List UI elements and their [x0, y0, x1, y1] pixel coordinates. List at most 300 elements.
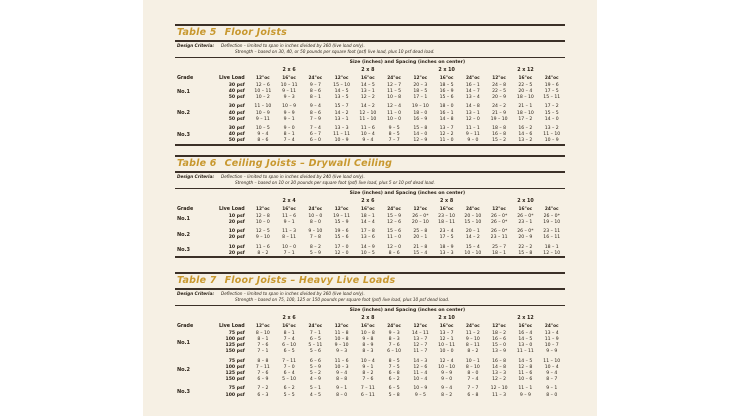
span-value: 12 – 7: [387, 82, 402, 88]
span-value: 14 – 0: [413, 132, 428, 138]
span-value: 8 – 6: [257, 138, 269, 144]
span-value: 19 – 11: [333, 213, 351, 219]
span-value: 10 – 8: [360, 330, 375, 336]
span-value: 9 – 4: [546, 371, 558, 376]
span-value: 6 – 2: [283, 386, 295, 392]
table-row: [175, 386, 565, 392]
span-value: 10 – 11: [280, 82, 298, 88]
criteria-deflection: Deflection – limited to span in inches divided by 240 (live load only).: [221, 174, 365, 180]
span-value: 14 – 8: [492, 364, 507, 370]
span-value: 9 – 1: [362, 364, 374, 370]
span-value: 10 – 9: [334, 138, 349, 144]
header-row-groups: [175, 197, 565, 205]
span-value: 8 – 3: [362, 349, 374, 355]
span-value: 7 – 1: [257, 349, 269, 355]
header-row-size: [175, 306, 565, 314]
span-value: 9 – 9: [546, 349, 558, 355]
span-value: 11 – 9: [544, 337, 559, 343]
span-value: 9 – 1: [336, 386, 348, 392]
span-value: 13 – 4: [465, 95, 480, 101]
span-value: 8 – 2: [257, 250, 269, 256]
oc-header: 16"oc: [282, 323, 296, 329]
rule: [175, 256, 565, 258]
span-value: 9 – 11: [465, 132, 480, 138]
span-value: 20 – 10: [464, 213, 482, 219]
span-value: 14 – 7: [465, 89, 480, 95]
span-value: 22 – 2: [518, 244, 533, 250]
span-value: 13 – 3: [492, 371, 507, 376]
live-load-value: 150 psf: [225, 377, 245, 383]
span-value: 17 – 5: [439, 235, 454, 241]
span-value: 8 – 6: [309, 110, 321, 116]
live-load-value: 50 psf: [228, 116, 245, 122]
span-value: 9 – 1: [283, 116, 295, 122]
span-value: 10 – 11: [254, 89, 272, 95]
criteria-text: [221, 43, 435, 55]
criteria-label: Design Criteria:: [177, 43, 215, 49]
span-value: 16 – 1: [465, 82, 480, 88]
span-value: 4 – 5: [309, 392, 321, 398]
span-value: 8 – 0: [309, 220, 321, 226]
span-value: 11 – 6: [518, 371, 533, 376]
span-value: 20 – 10: [411, 220, 429, 226]
span-value: 10 – 0: [255, 220, 270, 226]
span-value: 18 – 2: [492, 330, 507, 336]
span-value: 14 – 8: [465, 104, 480, 110]
span-value: 15 – 7: [334, 104, 349, 110]
span-value: 9 – 4: [441, 386, 453, 392]
oc-header: 12"oc: [256, 75, 270, 81]
span-value: 13 – 2: [518, 138, 533, 144]
span-value: 7 – 1: [283, 250, 295, 256]
span-value: 18 – 8: [492, 126, 507, 131]
table-title-7: [175, 274, 565, 289]
span-value: 12 – 2: [360, 95, 375, 101]
span-value: 8 – 2: [309, 244, 321, 250]
oc-header: 16"oc: [439, 206, 454, 212]
span-value: 8 – 1: [283, 132, 295, 138]
oc-header: 16"oc: [518, 323, 533, 329]
span-value: 16 – 6: [492, 337, 507, 343]
grade-label: No.2: [177, 110, 190, 117]
table-row: [175, 219, 565, 225]
oc-header: 16"oc: [439, 323, 454, 329]
span-value: 12 – 10: [359, 110, 377, 116]
span-value: 26 – 0*: [490, 220, 508, 226]
oc-header: 24"oc: [466, 323, 480, 329]
grade-label: No.3: [177, 131, 190, 138]
span-value: 10 – 9: [544, 138, 559, 144]
span-value: 11 – 5: [387, 89, 402, 95]
span-value: 7 – 5: [388, 364, 400, 370]
span-value: 6 – 5: [283, 349, 295, 355]
table-block-6: [175, 155, 565, 258]
span-value: 8 – 3: [388, 337, 400, 343]
span-value: 11 – 1: [465, 126, 480, 131]
span-value: 7 – 1: [309, 330, 321, 336]
oc-header: 24"oc: [387, 323, 401, 329]
span-value: 21 – 9: [492, 110, 507, 116]
span-value: 7 – 8: [309, 235, 321, 241]
grade-header: Grade: [177, 206, 194, 212]
header-row-groups: [175, 314, 565, 322]
span-value: 9 – 7: [309, 82, 321, 88]
span-value: 6 – 10: [387, 349, 402, 355]
span-value: 16 – 9: [413, 116, 428, 122]
span-value: 5 – 8: [388, 392, 400, 398]
span-value: 10 – 9: [282, 104, 297, 110]
span-value: 12 – 9: [413, 138, 428, 144]
span-value: 9 – 10: [255, 235, 270, 241]
span-value: 10 – 9: [413, 386, 428, 392]
span-value: 9 – 4: [309, 104, 321, 110]
oc-header: 24"oc: [308, 323, 323, 329]
span-value: 9 – 0: [467, 138, 479, 144]
span-value: 15 – 6: [439, 95, 454, 101]
criteria-strength: Strength – based on 30, 40, or 50 pounds per square foot (psf) live load, plus 10 psf dead load.: [235, 49, 435, 55]
live-load-value: 50 psf: [228, 138, 245, 144]
span-value: 7 – 9: [309, 116, 321, 122]
span-value: 10 – 11: [438, 343, 456, 349]
span-value: 12 – 5: [255, 229, 270, 235]
criteria-text: [221, 174, 435, 186]
span-value: 19 – 6: [544, 82, 559, 88]
span-value: 7 – 11: [360, 386, 375, 392]
span-value: 19 – 10: [543, 220, 561, 226]
header-row-oc: [175, 322, 565, 330]
span-table-7: [175, 306, 565, 398]
span-value: 13 – 1: [334, 116, 349, 122]
oc-header: 12"oc: [413, 323, 428, 329]
size-group-header: 2 x 8: [361, 67, 375, 73]
size-group-header: 2 x 12: [517, 315, 534, 321]
span-value: 11 – 2: [465, 330, 480, 336]
table-row: [175, 213, 565, 219]
span-value: 5 – 6: [309, 349, 321, 355]
span-value: 14 – 8: [439, 116, 454, 122]
span-value: 19 – 10: [411, 104, 429, 110]
span-value: 12 – 0: [387, 244, 402, 250]
span-value: 6 – 5: [309, 337, 321, 343]
oc-header: 16"oc: [361, 75, 375, 81]
header-row-groups: [175, 66, 565, 74]
span-value: 19 – 6: [334, 229, 349, 235]
span-value: 12 – 2: [439, 132, 454, 138]
span-value: 11 – 10: [543, 132, 561, 138]
span-value: 12 – 0: [334, 250, 349, 256]
span-value: 18 – 10: [516, 95, 534, 101]
span-value: 12 – 0: [465, 116, 480, 122]
table-number: Table 6: [177, 158, 217, 170]
criteria-strength: Strength – based on 75, 100, 125 or 150 pounds per square foot (psf) live load, plus 10 psf dead load.: [235, 297, 450, 303]
span-value: 9 – 11: [282, 89, 297, 95]
grade-label: No.1: [177, 88, 190, 95]
oc-header: 12"oc: [413, 75, 428, 81]
oc-header: 12"oc: [492, 206, 506, 212]
span-value: 8 – 6: [388, 250, 400, 256]
span-value: 14 – 5: [518, 358, 533, 364]
span-value: 7 – 11: [255, 364, 270, 370]
span-value: 10 – 0: [308, 213, 323, 219]
span-value: 12 – 8: [518, 364, 533, 370]
oc-header: 12"oc: [334, 206, 349, 212]
span-value: 10 – 5: [255, 126, 270, 131]
span-value: 16 – 4: [518, 330, 533, 336]
oc-header: 24"oc: [308, 75, 323, 81]
span-value: 5 – 10: [282, 377, 297, 383]
span-value: 22 – 5: [492, 89, 507, 95]
span-value: 8 – 11: [282, 235, 297, 241]
span-value: 15 – 10: [333, 82, 351, 88]
span-value: 12 – 6: [413, 364, 428, 370]
size-group-header: 2 x 10: [438, 315, 455, 321]
span-value: 4 – 9: [309, 377, 321, 383]
span-value: 20 – 9: [518, 235, 533, 241]
span-value: 12 – 10: [543, 250, 561, 256]
span-value: 9 – 5: [414, 392, 426, 398]
span-value: 8 – 8: [336, 377, 348, 383]
span-value: 9 – 10: [334, 343, 349, 349]
table-block-5: [175, 24, 565, 146]
oc-header: 16"oc: [361, 323, 375, 329]
oc-header: 12"oc: [492, 75, 506, 81]
span-value: 11 – 0: [387, 235, 402, 241]
rule: [175, 144, 565, 146]
span-value: 6 – 4: [283, 371, 295, 376]
design-criteria-7: [175, 290, 565, 305]
span-value: 12 – 1: [439, 337, 454, 343]
grade-header: Grade: [177, 323, 194, 329]
span-value: 18 – 11: [438, 220, 456, 226]
span-value: 10 – 2: [255, 95, 270, 101]
size-group-header: 2 x 10: [517, 198, 534, 204]
table-number: Table 7: [177, 275, 217, 287]
span-value: 6 – 8: [388, 371, 400, 376]
live-load-value: 75 psf: [228, 386, 245, 392]
span-value: 12 – 4: [439, 358, 454, 364]
span-value: 8 – 2: [362, 371, 374, 376]
table-name: Ceiling Joists – Drywall Ceiling: [224, 158, 393, 170]
span-value: 10 – 0: [282, 244, 297, 250]
span-value: 14 – 2: [465, 235, 480, 241]
span-value: 8 – 2: [441, 392, 453, 398]
span-value: 8 – 6: [309, 89, 321, 95]
span-value: 7 – 4: [283, 138, 295, 144]
criteria-label: Design Criteria:: [177, 174, 215, 180]
span-value: 23 – 11: [543, 229, 561, 235]
span-value: 18 – 1: [492, 250, 507, 256]
span-value: 16 – 11: [543, 235, 561, 241]
span-value: 15 – 8: [518, 250, 533, 256]
span-value: 8 – 5: [388, 132, 400, 138]
span-value: 18 – 0: [413, 110, 428, 116]
grade-header: Grade: [177, 75, 194, 81]
size-group-header: 2 x 8: [440, 198, 454, 204]
span-value: 26 – 0*: [543, 213, 560, 219]
span-value: 16 – 2: [518, 126, 533, 131]
oc-header: 16"oc: [439, 75, 454, 81]
live-load-value: 20 psf: [228, 235, 245, 241]
span-value: 14 – 6: [518, 132, 533, 138]
span-value: 8 – 10: [465, 364, 480, 370]
span-value: 15 – 9: [387, 213, 402, 219]
span-value: 14 – 5: [334, 89, 349, 95]
oc-header: 16"oc: [518, 206, 533, 212]
span-value: 6 – 0: [309, 138, 321, 144]
span-value: 26 – 0*: [517, 229, 534, 235]
span-value: 13 – 3: [334, 126, 349, 131]
live-load-value: 30 psf: [228, 126, 245, 131]
span-value: 8 – 0: [467, 371, 479, 376]
table-body-5: [175, 82, 565, 144]
oc-header: 12"oc: [256, 206, 270, 212]
grade-label: No.2: [177, 231, 190, 238]
span-value: 16 – 8: [492, 358, 507, 364]
span-value: 17 – 2: [518, 116, 533, 122]
span-value: 23 – 1: [518, 220, 533, 226]
span-value: 13 – 6: [360, 235, 375, 241]
span-table-6: [175, 189, 565, 256]
span-value: 20 – 1: [465, 229, 480, 235]
span-value: 13 – 7: [439, 126, 454, 131]
span-value: 7 – 6: [362, 377, 374, 383]
span-value: 26 – 0*: [412, 213, 429, 219]
live-load-value: 40 psf: [228, 132, 245, 138]
span-value: 13 – 7: [439, 330, 454, 336]
span-value: 7 – 7: [388, 138, 400, 144]
span-value: 22 – 5: [518, 82, 533, 88]
span-value: 7 – 6: [257, 371, 269, 376]
span-value: 7 – 11: [282, 358, 297, 364]
oc-header: 24"oc: [387, 206, 401, 212]
span-value: 17 – 1: [413, 95, 428, 101]
live-load-value: 100 psf: [225, 337, 245, 343]
span-value: 6 – 11: [360, 392, 375, 398]
span-value: 10 – 1: [465, 358, 480, 364]
table-row: [175, 392, 565, 398]
span-value: 24 – 2: [492, 104, 507, 110]
oc-header: 16"oc: [282, 75, 296, 81]
span-value: 6 – 3: [257, 392, 269, 398]
span-value: 7 – 4: [467, 377, 479, 383]
span-value: 11 – 10: [254, 104, 272, 110]
span-value: 15 – 6: [334, 235, 349, 241]
span-value: 6 – 2: [388, 377, 400, 383]
live-load-header: Live Load: [218, 75, 245, 81]
span-value: 15 – 11: [543, 95, 561, 101]
span-value: 9 – 9: [283, 110, 295, 116]
design-criteria-6: [175, 173, 565, 188]
span-value: 13 – 5: [334, 95, 349, 101]
span-value: 9 – 11: [255, 116, 270, 122]
span-value: 7 – 4: [283, 337, 295, 343]
span-value: 13 – 3: [439, 250, 454, 256]
oc-header: 24"oc: [308, 206, 323, 212]
span-value: 8 – 2: [467, 349, 479, 355]
live-load-value: 10 psf: [228, 229, 245, 235]
span-value: 21 – 8: [413, 244, 428, 250]
span-value: 9 – 3: [283, 95, 295, 101]
criteria-deflection: Deflection – limited to span in inches divided by 360 (live load only).: [221, 291, 365, 297]
oc-header: 24"oc: [544, 323, 559, 329]
span-value: 6 – 7: [309, 132, 321, 138]
span-value: 14 – 9: [360, 244, 375, 250]
span-value: 12 – 2: [492, 377, 507, 383]
span-value: 20 – 9: [492, 95, 507, 101]
table-title-6: [175, 157, 565, 172]
live-load-value: 125 psf: [225, 343, 245, 349]
span-value: 10 – 4: [360, 132, 375, 138]
span-value: 25 – 8: [413, 229, 428, 235]
span-value: 10 – 10: [464, 250, 482, 256]
span-value: 15 – 4: [413, 250, 428, 256]
span-value: 14 – 11: [411, 330, 429, 336]
oc-header: 12"oc: [334, 75, 349, 81]
span-value: 9 – 4: [257, 132, 269, 138]
span-value: 18 – 5: [439, 82, 454, 88]
span-value: 26 – 0*: [490, 213, 508, 219]
size-group-header: 2 x 12: [517, 67, 534, 73]
span-value: 8 – 1: [309, 95, 321, 101]
span-value: 18 – 0: [439, 104, 454, 110]
grade-label: No.2: [177, 367, 190, 374]
table-name: Floor Joists – Heavy Live Loads: [224, 275, 396, 287]
span-value: 14 – 0: [544, 116, 559, 122]
span-value: 8 – 8: [257, 358, 269, 364]
span-value: 11 – 11: [516, 349, 534, 355]
span-value: 15 – 0: [492, 343, 507, 349]
grade-label: No.3: [177, 247, 190, 254]
span-value: 11 – 6: [255, 244, 270, 250]
span-value: 5 – 1: [309, 386, 321, 392]
span-value: 16 – 1: [439, 110, 454, 116]
span-value: 11 – 3: [492, 392, 507, 398]
span-value: 7 – 2: [257, 386, 269, 392]
span-value: 13 – 2: [544, 126, 559, 131]
oc-header: 12"oc: [413, 206, 428, 212]
span-value: 15 – 10: [464, 220, 482, 226]
live-load-value: 75 psf: [228, 330, 245, 336]
size-group-header: 2 x 10: [438, 67, 455, 73]
span-value: 9 – 4: [362, 138, 374, 144]
table-title-5: [175, 26, 565, 41]
span-value: 14 – 2: [334, 110, 349, 116]
header-row-size: [175, 58, 565, 66]
live-load-value: 30 psf: [228, 82, 245, 88]
span-value: 9 – 10: [308, 229, 323, 235]
span-value: 9 – 4: [336, 371, 348, 376]
size-group-header: 2 x 8: [361, 315, 375, 321]
span-value: 5 – 2: [309, 371, 321, 376]
span-value: 11 – 3: [282, 229, 297, 235]
span-value: 18 – 1: [360, 213, 375, 219]
span-value: 9 – 3: [336, 349, 348, 355]
span-value: 9 – 0: [441, 377, 453, 383]
span-value: 9 – 1: [546, 386, 558, 392]
span-value: 10 – 0: [387, 116, 402, 122]
span-value: 8 – 0: [336, 392, 348, 398]
span-value: 8 – 1: [257, 337, 269, 343]
span-value: 13 – 9: [492, 349, 507, 355]
oc-header: 12"oc: [492, 323, 506, 329]
span-value: 7 – 6: [388, 343, 400, 349]
span-value: 24 – 8: [492, 82, 507, 88]
span-value: 10 – 8: [334, 337, 349, 343]
span-value: 14 – 2: [360, 104, 375, 110]
span-value: 20 – 3: [413, 82, 428, 88]
span-value: 10 – 4: [360, 358, 375, 364]
span-value: 26 – 0*: [490, 229, 508, 235]
